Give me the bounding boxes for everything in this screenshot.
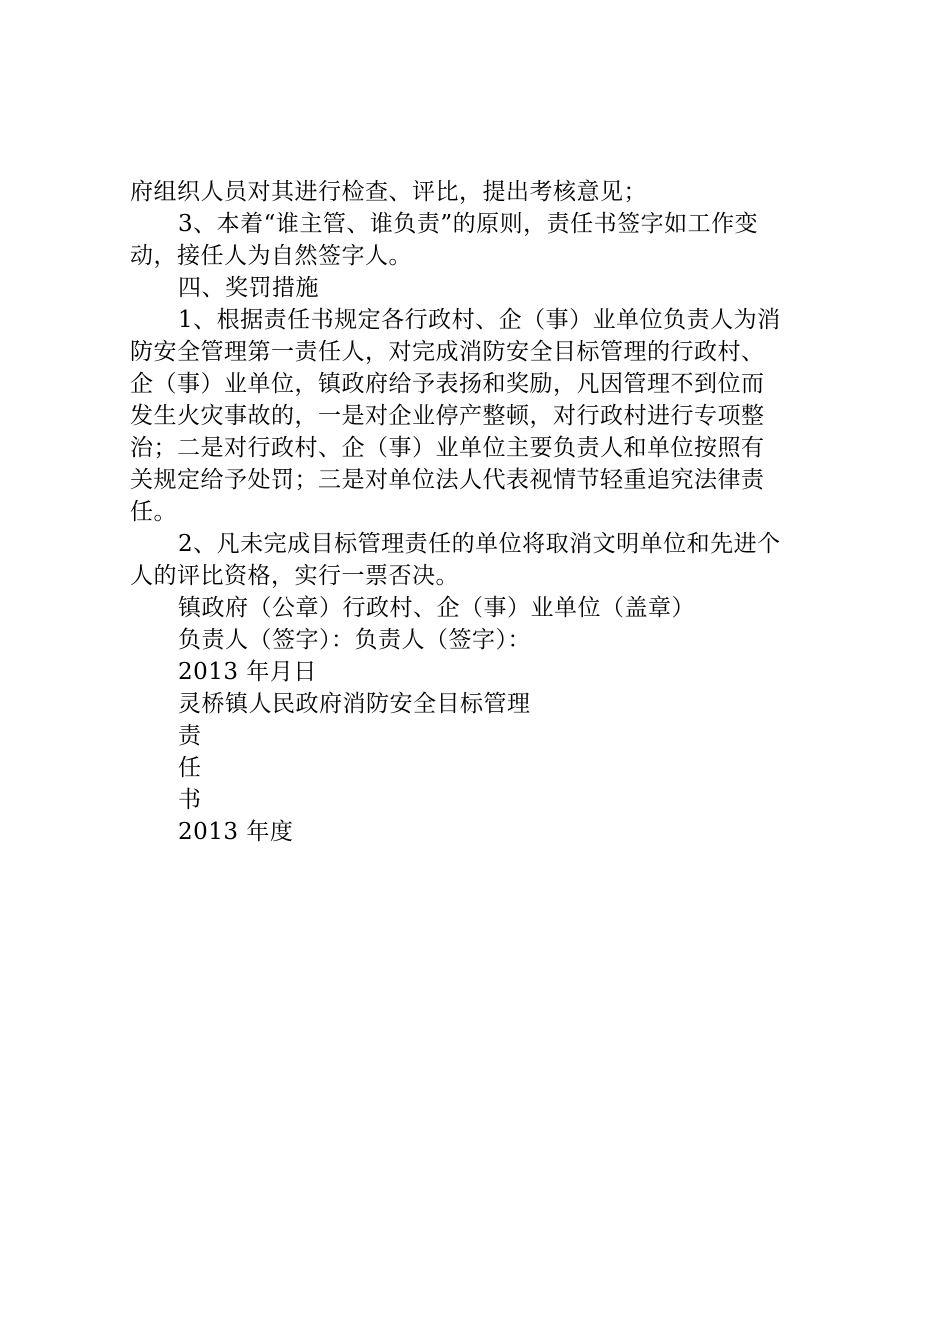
text-line: 任。 <box>130 499 177 525</box>
cover-title-char: 责 <box>178 723 202 749</box>
signature-line: 负责人（签字）：负责人（签字）： <box>178 627 531 653</box>
cover-title: 灵桥镇人民政府消防安全目标管理 <box>178 691 531 717</box>
cover-title-char: 任 <box>178 755 202 781</box>
text-line: 人的评比资格，实行一票否决。 <box>130 563 459 589</box>
text-line: 防安全管理第一责任人，对完成消防安全目标管理的行政村、 <box>130 339 765 365</box>
text-line: 企（事）业单位，镇政府给予表扬和奖励，凡因管理不到位而 <box>130 371 765 397</box>
year-line: 2013 年度 <box>178 819 294 845</box>
seal-line: 镇政府（公章）行政村、企（事）业单位（盖章） <box>178 595 695 621</box>
text-line: 动，接任人为自然签字人。 <box>130 243 412 269</box>
text-line: 1、根据责任书规定各行政村、企（事）业单位负责人为消 <box>178 307 781 333</box>
section-heading: 四、奖罚措施 <box>178 275 319 301</box>
date-line: 2013 年月日 <box>178 659 317 685</box>
text-line: 府组织人员对其进行检查、评比，提出考核意见； <box>130 179 647 205</box>
document-body <box>130 176 830 848</box>
text-line: 发生火灾事故的，一是对企业停产整顿，对行政村进行专项整 <box>130 403 765 429</box>
text-line: 治；二是对行政村、企（事）业单位主要负责人和单位按照有 <box>130 435 765 461</box>
text-line: 2、凡未完成目标管理责任的单位将取消文明单位和先进个 <box>178 531 781 557</box>
cover-title-char: 书 <box>178 787 202 813</box>
text-line: 关规定给予处罚；三是对单位法人代表视情节轻重追究法律责 <box>130 467 765 493</box>
text-line: 3、本着“谁主管、谁负责”的原则，责任书签字如工作变 <box>178 211 759 237</box>
